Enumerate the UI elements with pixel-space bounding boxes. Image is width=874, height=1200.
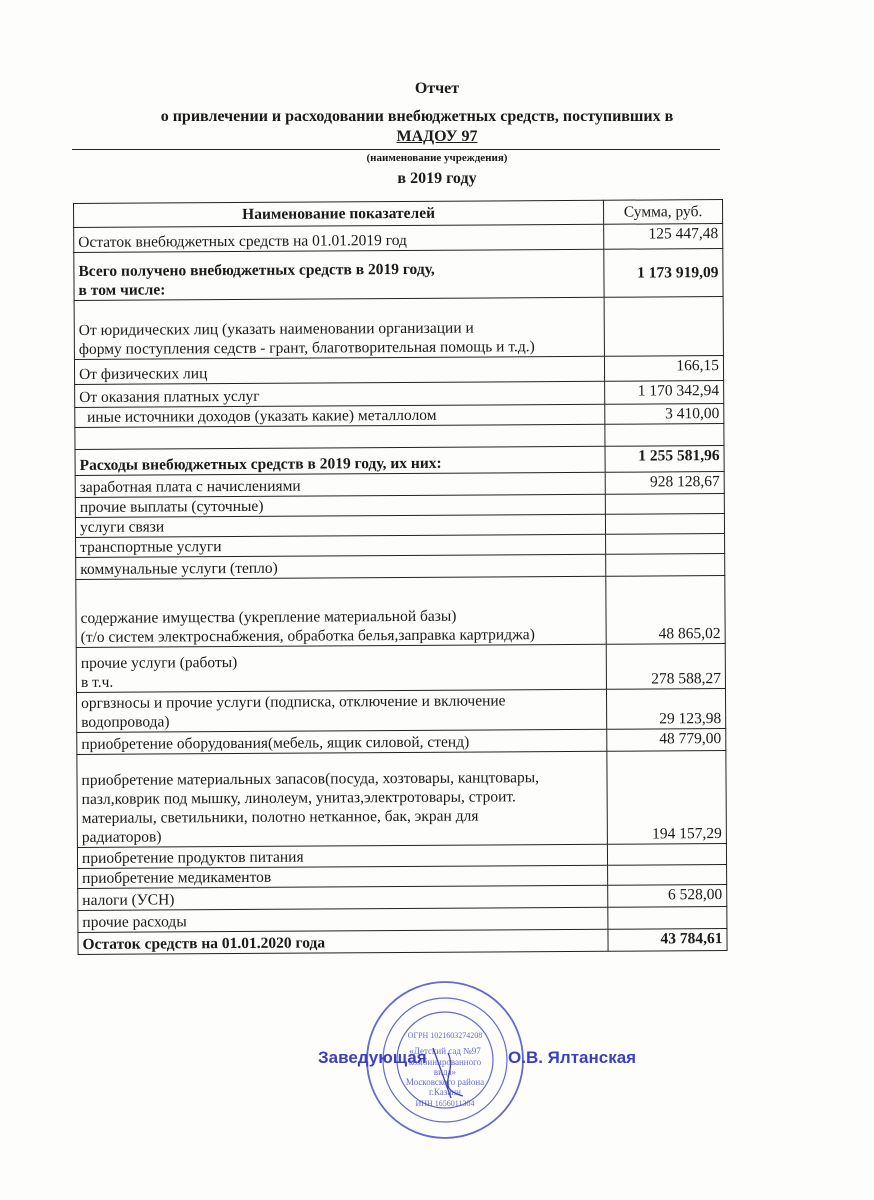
signatory-position: Заведующая [318,1048,427,1067]
row-label: приобретение продуктов питания [77,844,607,868]
row-label: прочие расходы [78,907,608,932]
row-label: налоги (УСН) [78,885,608,910]
row-amount: 48 865,02 [606,576,725,645]
row-label: приобретение оборудования(мебель, ящик силовой, стенд) [77,729,607,754]
table-row [77,751,727,848]
row-label: транспортные услуги [76,534,606,557]
report-period: в 2019 году [397,170,477,187]
table-row [74,249,723,301]
row-label: приобретение медикаментов [78,865,608,888]
row-amount: 1 173 919,09 [604,249,723,298]
row-label: иные источники доходов (указать какие) металлолом [75,404,605,427]
row-amount [605,514,724,535]
row-amount: 6 528,00 [608,885,727,908]
row-amount: 125 447,48 [604,224,723,250]
row-amount: 1 255 581,96 [605,446,724,473]
row-amount: 48 779,00 [607,729,726,752]
svg-text:«Детский сад №97: «Детский сад №97 [409,1046,481,1056]
column-header-amount: Сумма, руб. [603,200,722,225]
row-amount [608,865,727,886]
signatory-name: О.В. Ялтанская [508,1048,637,1067]
table-row [76,576,725,648]
svg-text:комбинированного: комбинированного [408,1057,482,1067]
row-amount: 29 123,98 [606,689,725,730]
row-label: Всего получено внебюджетных средств в 2019 году, в том числе: [74,249,604,300]
table-row [76,689,725,733]
row-label: От физических лиц [74,356,604,384]
row-label: От оказания платных услуг [75,381,605,407]
row-amount: 166,15 [604,356,723,382]
row-amount [605,424,724,447]
row-amount [605,494,724,515]
row-label: От юридических лиц (указать наименовании организации и форму поступления седств - грант, благотворительная помощь и т.д.) [74,297,604,359]
table-row [74,297,723,360]
row-amount [606,554,725,577]
row-amount [606,534,725,555]
report-table [73,199,728,955]
table-row [76,644,725,693]
row-label: Расходы внебюджетных средств в 2019 году, их них: [75,446,605,475]
row-label: прочие услуги (работы) в т.ч. [76,644,606,692]
row-label: Остаток средств на 01.01.2020 года [78,929,608,954]
row-label: заработная плата с начислениями [75,472,605,497]
row-label: оргвзносы и прочие услуги (подписка, отключение и включение водопровода) [76,689,606,732]
row-amount: 928 128,67 [605,472,724,495]
report-subtitle: о привлечении и расходовании внебюджетных средств, поступивших в [160,108,674,125]
row-label: содержание имущества (укрепление материальной базы) (т/о систем электроснабжения, обработка белья,заправка картриджа) [76,576,606,647]
row-amount: 278 588,27 [606,644,725,690]
row-label: приобретение материальных запасов(посуда, хозтовары, канцтовары, пазл,коврик под мышку, линолеум, унитаз,электротовары, строит. материалы, светильники, полотно нетканное, бак, экран для радиаторов) [77,751,608,847]
row-label [75,424,605,449]
table-row [75,446,724,476]
column-header-indicator: Наименование показателей [74,200,604,227]
row-amount [608,907,727,930]
row-amount [604,297,723,357]
stamp-ogrn: ОГРН 1021603274208 [407,1031,483,1040]
row-label: Остаток внебюджетных средств на 01.01.2019 год [74,224,604,252]
institution-name: МАДОУ 97 [396,128,478,145]
stamp-inn: ИНН 1656011304 [415,1099,475,1108]
row-amount: 43 784,61 [608,929,727,952]
row-label: прочие выплаты (суточные) [75,494,605,517]
table-row [78,929,727,955]
row-label: коммунальные услуги (тепло) [76,554,606,579]
svg-text:вида»: вида» [433,1067,457,1077]
institution-caption: (наименование учреждения) [366,152,508,164]
report-title: Отчет [414,80,460,97]
divider [72,149,720,150]
row-label: услуги связи [75,514,605,537]
row-amount [607,844,726,866]
svg-text:г.Казани: г.Казани [429,1087,461,1097]
row-amount: 3 410,00 [605,404,724,425]
row-amount: 1 170 342,94 [605,381,724,405]
row-amount: 194 157,29 [607,751,727,845]
svg-text:Московского района: Московского района [405,1077,485,1087]
